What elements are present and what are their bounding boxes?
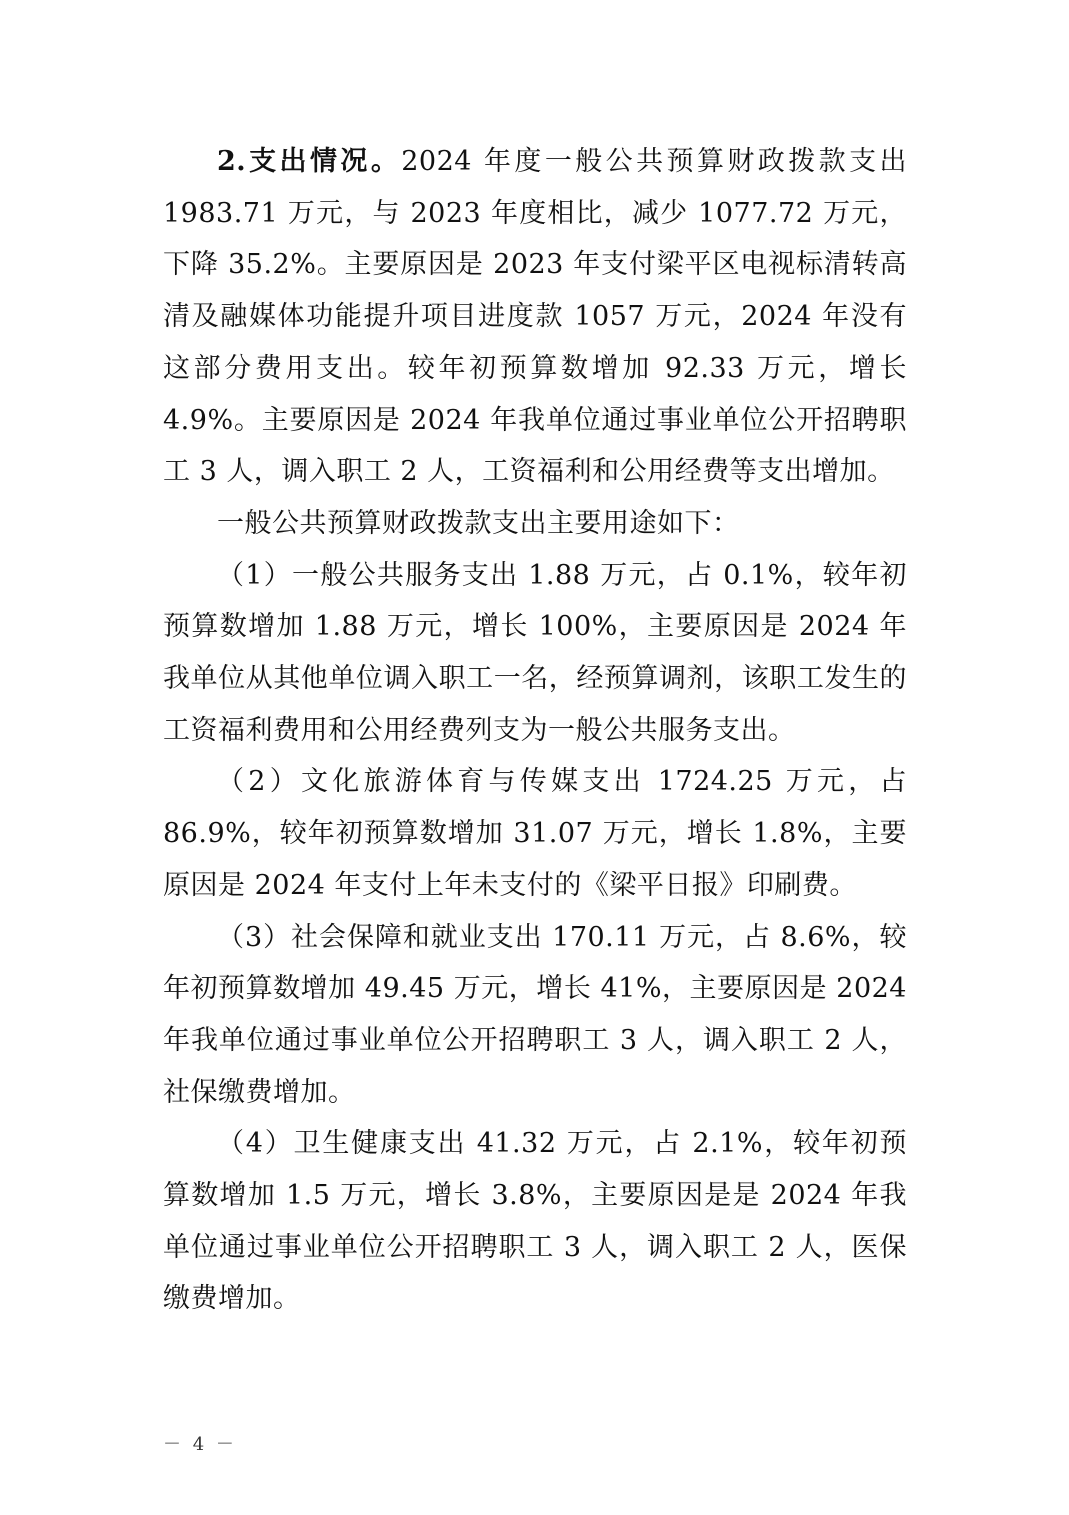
paragraph-general-public-services: （1）一般公共服务支出 1.88 万元，占 0.1%，较年初预算数增加 1.88 万元，增长 100%，主要原因是 2024 年我单位从其他单位调入职工一名，经预算调剂，该职工发生的工资福利费用和公用经费列支为一般公共服务支出。 [163, 559, 907, 746]
paragraph-expenditure-overview [163, 136, 907, 498]
section-heading: 2.支出情况。 [217, 146, 402, 177]
paragraph-usage-intro: 一般公共预算财政拨款支出主要用途如下： [217, 507, 740, 539]
paragraph-culture-tourism-media: （2）文化旅游体育与传媒支出 1724.25 万元，占 86.9%，较年初预算数增加 31.07 万元，增长 1.8%，主要原因是 2024 年支付上年未支付的《梁平日报》印刷费。 [163, 766, 907, 901]
document-body [163, 136, 907, 1325]
paragraph-social-security: （3）社会保障和就业支出 170.11 万元，占 8.6%，较年初预算数增加 49.45 万元，增长 41%，主要原因是 2024 年我单位通过事业单位公开招聘职工 3 人，调入职工 2 人，社保缴费增加。 [163, 921, 907, 1108]
paragraph-text: 2024 年度一般公共预算财政拨款支出 1983.71 万元，与 2023 年度相比，减少 1077.72 万元，下降 35.2%。主要原因是 2023 年支付梁平区电视标清转高清及融媒体功能提升项目进度款 1057 万元，2024 年没有这部分费用支出。较年初预算数增加 92.33 万元，增长 4.9%。主要原因是 2024 年我单位通过事业单位公开招聘职工 3 人，调入职工 2 人，工资福利和公用经费等支出增加。 [163, 146, 908, 488]
paragraph-health: （4）卫生健康支出 41.32 万元，占 2.1%，较年初预算数增加 1.5 万元，增长 3.8%，主要原因是是 2024 年我单位通过事业单位公开招聘职工 3 人，调入职工 2 人，医保缴费增加。 [163, 1128, 907, 1315]
page-number: － 4 － [163, 1434, 237, 1455]
